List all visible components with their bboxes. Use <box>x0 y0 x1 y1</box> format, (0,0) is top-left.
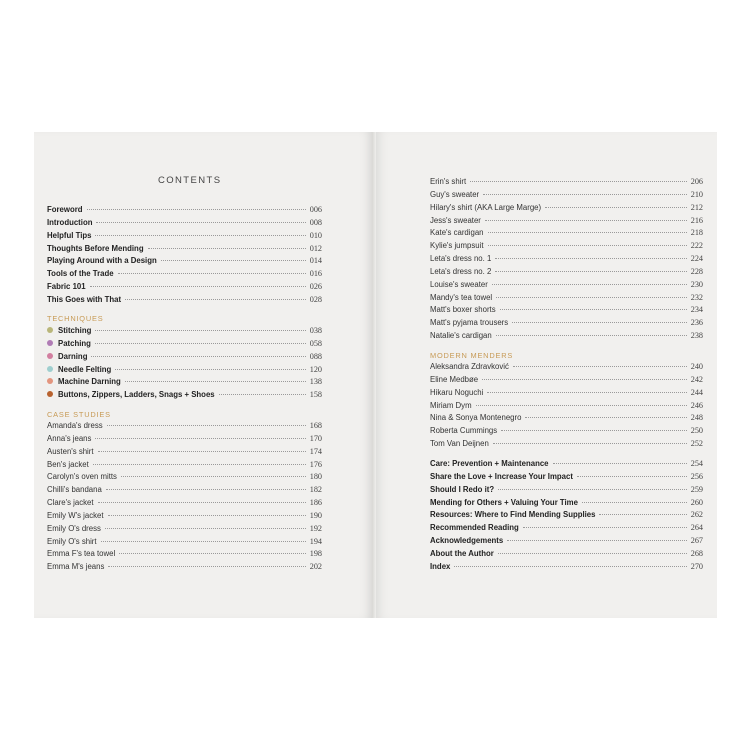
dot-leader <box>577 476 687 477</box>
toc-entry-page: 206 <box>690 177 703 186</box>
toc-entry-page: 190 <box>309 510 322 520</box>
toc-entry-title: Austen's shirt <box>47 446 94 456</box>
toc-entry <box>430 426 703 439</box>
dot-leader <box>513 366 687 367</box>
dot-leader <box>599 514 686 515</box>
toc-entry-page: 058 <box>309 338 322 348</box>
dot-leader <box>492 284 687 285</box>
toc-entry-page: 232 <box>690 292 703 302</box>
toc-entry-title: Mending for Others + Valuing Your Time <box>430 497 578 507</box>
toc-entry <box>47 390 322 403</box>
toc-entry-page: 210 <box>690 189 703 199</box>
toc-entry-page: 246 <box>690 400 703 410</box>
toc-entry <box>430 388 703 401</box>
toc-entry-title: Thoughts Before Mending <box>47 243 144 253</box>
dot-leader <box>545 207 687 208</box>
toc-entry-title: Clare's jacket <box>47 498 94 508</box>
toc-entry-page: 222 <box>690 241 703 251</box>
toc-entry-title: Emma F's tea towel <box>47 549 116 559</box>
toc-entry <box>47 282 322 295</box>
dot-leader <box>115 369 305 370</box>
toc-entry-page: 012 <box>309 243 322 253</box>
toc-entry-page: 014 <box>309 256 322 266</box>
toc-entry-page: 016 <box>309 269 322 279</box>
toc-entry-title: Kate's cardigan <box>430 228 484 238</box>
dot-leader <box>493 443 687 444</box>
toc-entry-title: Matt's pyjama trousers <box>430 318 509 328</box>
toc-entry <box>430 562 703 575</box>
toc-entry-page: 158 <box>309 390 322 400</box>
toc-entry <box>430 549 703 562</box>
dot-leader <box>485 220 687 221</box>
toc-entry-page: 202 <box>309 562 322 572</box>
toc-entry-page: 256 <box>690 471 703 481</box>
toc-entry-page: 212 <box>690 202 703 212</box>
toc-entry <box>430 241 703 254</box>
toc-entry-page: 268 <box>690 548 703 558</box>
toc-entry-title: Mandy's tea towel <box>430 292 493 302</box>
toc-entry <box>430 498 703 511</box>
dot-leader <box>454 566 686 567</box>
toc-entry <box>430 413 703 426</box>
toc-entry-title: Should I Redo it? <box>430 484 495 494</box>
section-color-dot-icon <box>47 391 53 397</box>
toc-entry <box>430 331 703 344</box>
dot-leader <box>488 245 687 246</box>
toc-entry-page: 170 <box>309 433 322 443</box>
toc-techniques <box>47 326 322 403</box>
toc-entry-page: 216 <box>690 215 703 225</box>
toc-entry-title: Anna's jeans <box>47 433 92 443</box>
toc-entry-title: Guy's sweater <box>430 189 480 199</box>
dot-leader <box>161 260 306 261</box>
toc-entry-title: Natalie's cardigan <box>430 331 492 341</box>
toc-entry-title: Hikaru Noguchi <box>430 387 484 397</box>
dot-leader <box>91 356 305 357</box>
dot-leader <box>488 232 687 233</box>
dot-leader <box>507 540 686 541</box>
toc-entry-title: Playing Around with a Design <box>47 256 157 266</box>
contents-heading: CONTENTS <box>158 175 222 186</box>
toc-entry-title: Emily O's shirt <box>47 536 97 546</box>
dot-leader <box>118 273 306 274</box>
toc-entry <box>430 280 703 293</box>
toc-entry-title: Care: Prevention + Maintenance <box>430 459 549 468</box>
toc-entry <box>430 401 703 414</box>
toc-entry <box>430 267 703 280</box>
toc-entry <box>47 256 322 269</box>
toc-entry-title: Chilli's bandana <box>47 485 102 495</box>
toc-entry-page: 228 <box>690 266 703 276</box>
toc-entry-page: 088 <box>309 351 322 361</box>
toc-entry-title: Buttons, Zippers, Ladders, Snags + Shoes <box>58 390 215 400</box>
section-color-dot-icon <box>47 327 53 333</box>
toc-entry-page: 267 <box>690 536 703 546</box>
toc-entry-page: 180 <box>309 472 322 482</box>
case-studies-heading: CASE STUDIES <box>47 410 111 419</box>
dot-leader <box>125 299 306 300</box>
toc-entry <box>47 421 322 434</box>
toc-entry-page: 138 <box>309 377 322 387</box>
toc-entry-title: Carolyn's oven mitts <box>47 472 117 482</box>
dot-leader <box>219 394 306 395</box>
toc-entry-title: Helpful Tips <box>47 230 92 240</box>
dot-leader <box>101 541 306 542</box>
section-color-dot-icon <box>47 353 53 359</box>
section-color-dot-icon <box>47 366 53 372</box>
toc-entry <box>430 254 703 267</box>
toc-entry <box>430 375 703 388</box>
toc-entry <box>430 510 703 523</box>
toc-entry <box>47 244 322 257</box>
dot-leader <box>107 425 306 426</box>
toc-entry-title: Nina & Sonya Montenegro <box>430 413 522 423</box>
techniques-heading: TECHNIQUES <box>47 314 104 323</box>
toc-entry-title: About the Author <box>430 548 494 558</box>
toc-entry-title: Index <box>430 561 451 571</box>
toc-entry-title: Matt's boxer shorts <box>430 305 496 315</box>
section-color-dot-icon <box>47 340 53 346</box>
toc-entry-title: Leta's dress no. 2 <box>430 266 492 276</box>
toc-entry-page: 006 <box>309 205 322 214</box>
toc-entry <box>47 339 322 352</box>
toc-entry <box>430 190 703 203</box>
toc-entry <box>47 365 322 378</box>
dot-leader <box>500 309 687 310</box>
toc-entry-page: 238 <box>690 331 703 341</box>
toc-entry-page: 252 <box>690 439 703 449</box>
toc-entry-title: Miriam Dym <box>430 400 472 410</box>
toc-entry <box>47 447 322 460</box>
toc-entry <box>47 269 322 282</box>
section-color-dot-icon <box>47 378 53 384</box>
toc-entry-page: 174 <box>309 446 322 456</box>
toc-entry-title: Needle Felting <box>58 364 112 374</box>
toc-entry <box>47 498 322 511</box>
toc-entry-page: 244 <box>690 387 703 397</box>
toc-entry-page: 264 <box>690 523 703 533</box>
toc-entry <box>430 459 703 472</box>
dot-leader <box>476 405 687 406</box>
dot-leader <box>125 381 306 382</box>
toc-modern-menders <box>430 362 703 452</box>
dot-leader <box>90 286 306 287</box>
dot-leader <box>105 528 306 529</box>
toc-entry-title: Darning <box>58 351 88 361</box>
toc-entry-title: Aleksandra Zdravković <box>430 362 509 371</box>
toc-entry-page: 230 <box>690 279 703 289</box>
toc-entry-page: 038 <box>309 326 322 335</box>
toc-entry <box>430 485 703 498</box>
toc-entry <box>47 472 322 485</box>
toc-entry-title: Ben's jacket <box>47 459 89 469</box>
toc-entry <box>430 177 703 190</box>
dot-leader <box>108 515 306 516</box>
toc-entry <box>47 326 322 339</box>
dot-leader <box>93 464 306 465</box>
toc-entry-title: Amanda's dress <box>47 421 103 430</box>
dot-leader <box>496 335 687 336</box>
dot-leader <box>498 489 687 490</box>
toc-entry-page: 224 <box>690 254 703 264</box>
toc-entry-page: 248 <box>690 413 703 423</box>
toc-entry-page: 262 <box>690 510 703 520</box>
toc-entry <box>430 203 703 216</box>
toc-entry <box>430 439 703 452</box>
toc-entry <box>47 352 322 365</box>
toc-entry-title: Tom Van Deijnen <box>430 439 489 449</box>
toc-entry-page: 259 <box>690 484 703 494</box>
dot-leader <box>87 209 306 210</box>
dot-leader <box>553 463 687 464</box>
toc-entry-page: 186 <box>309 498 322 508</box>
toc-entry <box>430 318 703 331</box>
dot-leader <box>108 566 305 567</box>
toc-entry-title: Patching <box>58 338 91 348</box>
toc-entry-title: Acknowledgements <box>430 536 504 546</box>
dot-leader <box>487 392 686 393</box>
dot-leader <box>525 417 686 418</box>
dot-leader <box>483 194 687 195</box>
toc-entry-title: Jess's sweater <box>430 215 481 225</box>
toc-entry-page: 120 <box>309 364 322 374</box>
dot-leader <box>495 271 686 272</box>
toc-entry-page: 176 <box>309 459 322 469</box>
toc-entry-page: 010 <box>309 230 322 240</box>
toc-entry-page: 168 <box>309 421 322 430</box>
toc-entry <box>47 485 322 498</box>
toc-case-studies <box>47 421 322 575</box>
toc-entry-page: 192 <box>309 523 322 533</box>
toc-entry-title: Kylie's jumpsuit <box>430 241 484 251</box>
toc-entry <box>430 228 703 241</box>
toc-entry <box>47 460 322 473</box>
dot-leader <box>498 553 687 554</box>
dot-leader <box>119 553 306 554</box>
toc-entry-page: 270 <box>690 561 703 571</box>
toc-entry-page: 234 <box>690 305 703 315</box>
toc-entry-title: Louise's sweater <box>430 279 488 289</box>
toc-entry-title: Roberta Cummings <box>430 426 498 436</box>
dot-leader <box>106 489 306 490</box>
toc-entry-page: 182 <box>309 485 322 495</box>
toc-entry-title: Emily W's jacket <box>47 510 104 520</box>
toc-entry <box>47 295 322 308</box>
dot-leader <box>148 248 306 249</box>
dot-leader <box>98 451 306 452</box>
toc-entry <box>47 524 322 537</box>
toc-entry-title: Share the Love + Increase Your Impact <box>430 471 573 481</box>
toc-entry-title: Recommended Reading <box>430 523 519 533</box>
dot-leader <box>512 322 687 323</box>
toc-entry <box>47 511 322 524</box>
toc-entry-page: 242 <box>690 374 703 384</box>
toc-entry-title: Emily O's dress <box>47 523 101 533</box>
toc-entry-title: Stitching <box>58 326 92 335</box>
toc-entry-title: Introduction <box>47 217 93 227</box>
toc-entry-page: 198 <box>309 549 322 559</box>
toc-entry <box>430 523 703 536</box>
toc-entry <box>47 537 322 550</box>
toc-entry-page: 026 <box>309 282 322 292</box>
dot-leader <box>95 438 305 439</box>
toc-entry <box>47 562 322 575</box>
toc-entry-page: 254 <box>690 459 703 468</box>
dot-leader <box>582 502 687 503</box>
toc-entry-title: Leta's dress no. 1 <box>430 254 492 264</box>
dot-leader <box>96 222 305 223</box>
dot-leader <box>98 502 306 503</box>
toc-entry <box>430 305 703 318</box>
toc-entry-title: Foreword <box>47 205 83 214</box>
dot-leader <box>470 181 687 182</box>
toc-entry-page: 236 <box>690 318 703 328</box>
toc-entry <box>47 377 322 390</box>
toc-back-matter <box>430 459 703 575</box>
toc-entry-page: 250 <box>690 426 703 436</box>
toc-entry <box>430 472 703 485</box>
toc-entry <box>47 218 322 231</box>
toc-entry-page: 260 <box>690 497 703 507</box>
toc-entry-page: 218 <box>690 228 703 238</box>
dot-leader <box>95 235 305 236</box>
toc-entry-page: 028 <box>309 294 322 304</box>
toc-entry-page: 008 <box>309 217 322 227</box>
toc-entry <box>430 536 703 549</box>
toc-case-studies-continued <box>430 177 703 344</box>
toc-entry-title: Tools of the Trade <box>47 269 114 279</box>
toc-entry <box>47 549 322 562</box>
toc-entry-title: Emma M's jeans <box>47 562 105 572</box>
toc-entry-title: Hilary's shirt (AKA Large Marge) <box>430 202 542 212</box>
modern-menders-heading: MODERN MENDERS <box>430 351 514 360</box>
toc-entry-title: Eline Medbøe <box>430 374 479 384</box>
dot-leader <box>523 527 687 528</box>
toc-entry-title: Erin's shirt <box>430 177 467 186</box>
dot-leader <box>495 258 686 259</box>
toc-entry-title: Machine Darning <box>58 377 121 387</box>
toc-entry-page: 194 <box>309 536 322 546</box>
toc-entry <box>47 231 322 244</box>
toc-entry <box>430 293 703 306</box>
toc-entry <box>47 434 322 447</box>
dot-leader <box>121 476 306 477</box>
toc-entry-title: Fabric 101 <box>47 282 86 292</box>
dot-leader <box>95 330 305 331</box>
toc-entry <box>47 205 322 218</box>
toc-entry-title: This Goes with That <box>47 294 122 304</box>
toc-entry-title: Resources: Where to Find Mending Supplies <box>430 510 596 520</box>
toc-entry <box>430 362 703 375</box>
toc-entry <box>430 216 703 229</box>
dot-leader <box>496 297 687 298</box>
book-gutter <box>372 132 376 618</box>
toc-front-matter <box>47 205 322 308</box>
dot-leader <box>501 430 687 431</box>
dot-leader <box>482 379 687 380</box>
dot-leader <box>95 343 306 344</box>
toc-entry-page: 240 <box>690 362 703 371</box>
